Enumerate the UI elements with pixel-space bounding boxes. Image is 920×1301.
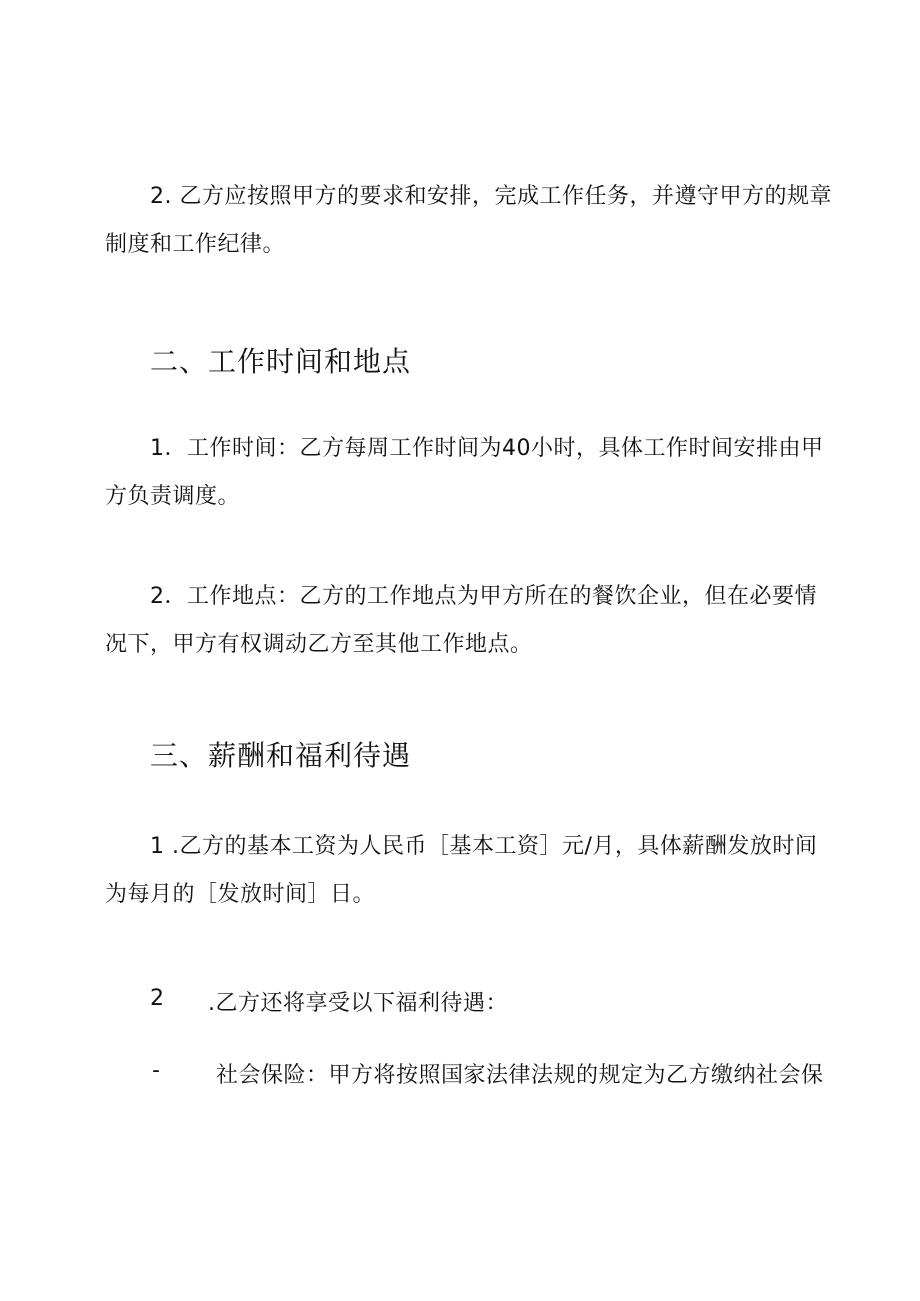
paragraph-line: 制度和工作纪律。 [105,232,286,257]
paragraph-social-insurance: 社会保险：甲方将按照国家法律法规的规定为乙方缴纳社会保 [216,1063,824,1088]
paragraph-basic-salary [105,834,818,930]
paragraph-line: 方负责调度。 [105,484,241,509]
paragraph-work-place [105,584,817,680]
section-heading-salary-benefits: 三、薪酬和福利待遇 [150,739,412,772]
paragraph-work-time [105,436,824,532]
paragraph-line: 2. 乙方应按照甲方的要求和安排，完成工作任务，并遵守甲方的规章 [150,184,832,209]
list-number: 2 [150,986,165,1011]
paragraph-line: 1 .乙方的基本工资为人民币［基本工资］元/月，具体薪酬发放时间 [150,834,818,859]
paragraph-line: 为每月的［发放时间］日。 [105,882,376,907]
list-bullet: - [152,1058,161,1083]
section-heading-work-time-place: 二、工作时间和地点 [150,345,412,378]
paragraph-line: 2．工作地点：乙方的工作地点为甲方所在的餐饮企业，但在必要情 [150,584,817,609]
paragraph-line: 1．工作时间：乙方每周工作时间为40小时，具体工作时间安排由甲 [150,436,824,461]
paragraph-line: 况下，甲方有权调动乙方至其他工作地点。 [105,632,533,657]
paragraph-benefits-intro: .乙方还将享受以下福利待遇： [208,991,508,1016]
paragraph-obey-rules [105,184,832,280]
